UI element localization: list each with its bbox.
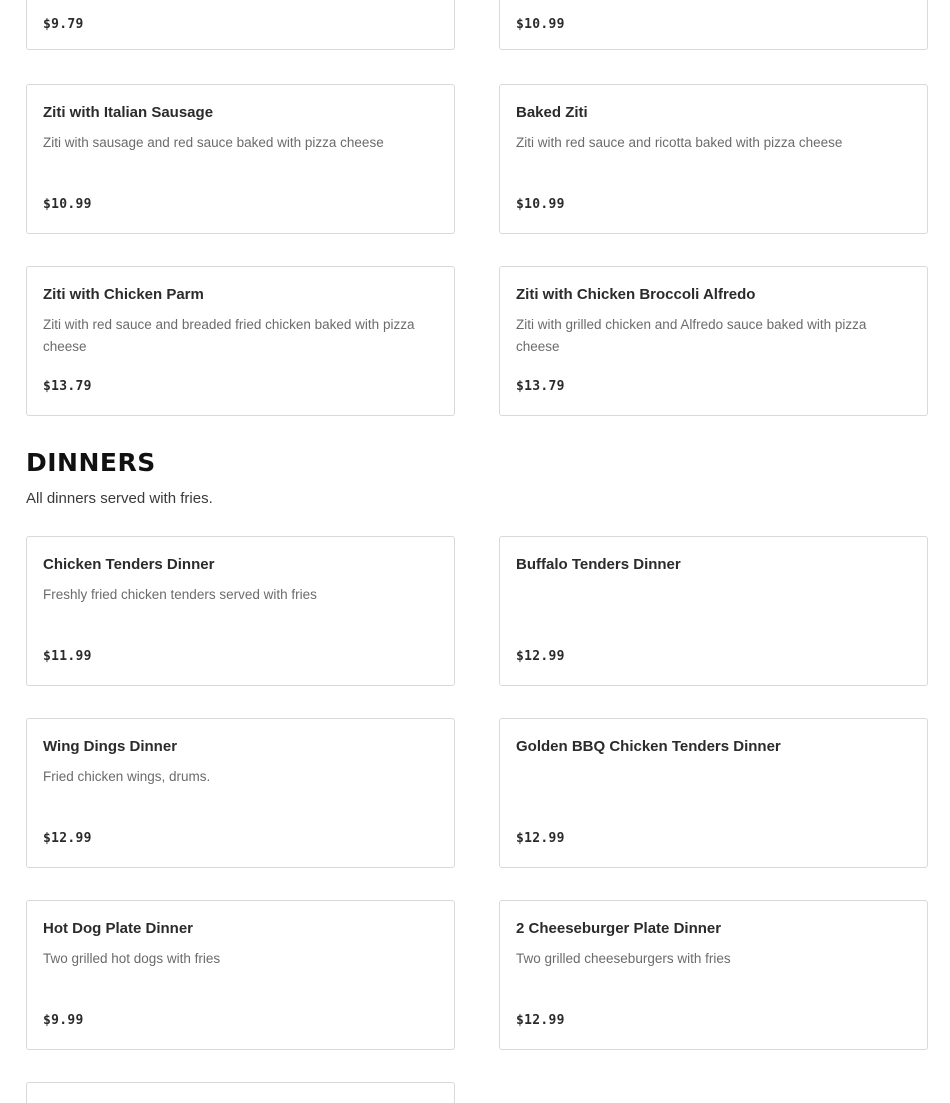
item-price: $13.79	[516, 379, 565, 394]
menu-item-card[interactable]	[499, 0, 928, 50]
menu-item-card[interactable]	[26, 266, 455, 416]
menu-item-card[interactable]	[26, 84, 455, 234]
section-subtitle: All dinners served with fries.	[26, 490, 213, 507]
item-price: $9.79	[43, 17, 84, 32]
menu-item-card[interactable]	[26, 900, 455, 1050]
menu-item-card[interactable]	[499, 900, 928, 1050]
item-price: $12.99	[43, 831, 92, 846]
item-description: Ziti with red sauce and ricotta baked with pizza cheese	[516, 135, 843, 150]
item-name: Ziti with Chicken Parm	[43, 286, 204, 303]
item-description: Two grilled hot dogs with fries	[43, 951, 221, 966]
item-price: $12.99	[516, 649, 565, 664]
menu-item-card[interactable]	[499, 718, 928, 868]
item-name: Baked Ziti	[516, 104, 588, 121]
menu-item-card[interactable]	[26, 536, 455, 686]
item-price: $12.99	[516, 831, 565, 846]
item-price: $10.99	[516, 197, 565, 212]
item-name: Wing Dings Dinner	[43, 738, 178, 755]
item-price: $9.99	[43, 1013, 84, 1028]
item-price: $13.79	[43, 379, 92, 394]
item-name: Ziti with Italian Sausage	[43, 104, 214, 121]
menu-item-card[interactable]	[499, 266, 928, 416]
item-name: Hot Dog Plate Dinner	[43, 920, 194, 937]
item-price: $12.99	[516, 1013, 565, 1028]
item-description: Ziti with red sauce and breaded fried chicken baked with pizza cheese	[43, 317, 415, 354]
menu-item-card[interactable]	[26, 0, 455, 50]
item-name: 2 Cheeseburger Plate Dinner	[516, 920, 722, 937]
menu-item-card[interactable]	[499, 84, 928, 234]
menu-item-card[interactable]	[499, 536, 928, 686]
item-description: Fried chicken wings, drums.	[43, 769, 211, 784]
item-price: $10.99	[516, 17, 565, 32]
section-title: DINNERS	[26, 448, 156, 477]
item-name: Chicken Tenders Dinner	[43, 556, 215, 573]
item-name: Ziti with Chicken Broccoli Alfredo	[516, 286, 756, 303]
item-name: Buffalo Tenders Dinner	[516, 556, 681, 573]
item-description: Ziti with grilled chicken and Alfredo sauce baked with pizza cheese	[516, 317, 867, 354]
menu-item-card[interactable]	[26, 1082, 455, 1103]
item-price: $10.99	[43, 197, 92, 212]
item-name: Golden BBQ Chicken Tenders Dinner	[516, 738, 781, 755]
item-description: Ziti with sausage and red sauce baked with pizza cheese	[43, 135, 384, 150]
item-description: Two grilled cheeseburgers with fries	[516, 951, 731, 966]
item-description: Freshly fried chicken tenders served with fries	[43, 587, 317, 602]
item-price: $11.99	[43, 649, 92, 664]
menu-item-card[interactable]	[26, 718, 455, 868]
